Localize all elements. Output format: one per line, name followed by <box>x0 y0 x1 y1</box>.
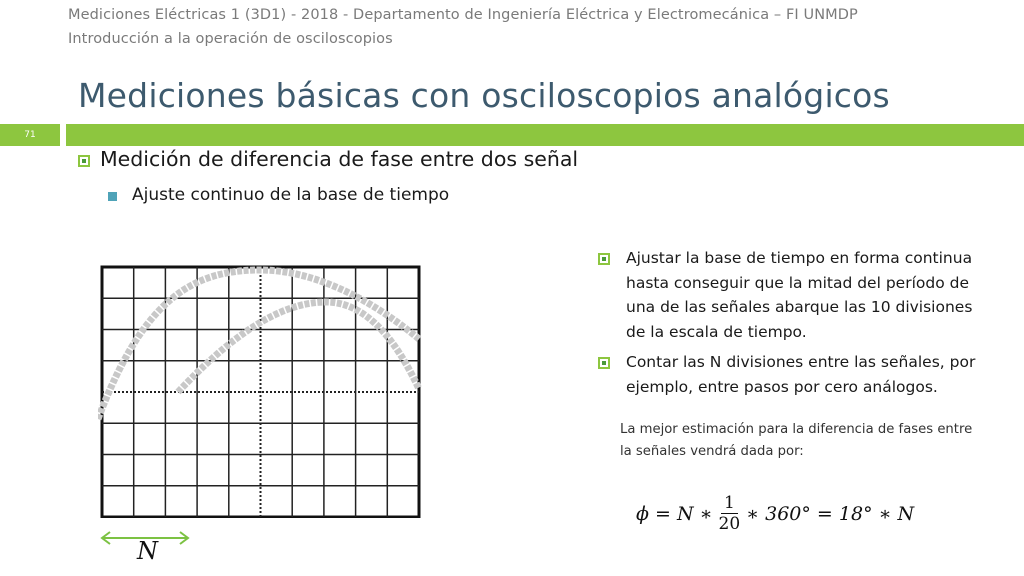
slide-number: 71 <box>0 124 60 146</box>
formula-numerator: 1 <box>721 493 738 514</box>
instruction-item-2: Contar las N divisiones entre las señales, por ejemplo, entre pasos por cero análogos. <box>626 353 976 396</box>
oscilloscope-screen <box>98 264 422 518</box>
bullet-marker-item2 <box>598 357 610 369</box>
bullet-level1: Medición de diferencia de fase entre dos señal <box>100 147 579 171</box>
phase-formula <box>636 493 914 534</box>
bullet-marker-level1 <box>78 155 90 167</box>
bullet-marker-level2 <box>108 192 117 201</box>
bullet-level2: Ajuste continuo de la base de tiempo <box>132 185 450 205</box>
note-line-2: la señales vendrá dada por: <box>620 444 804 459</box>
bullet-marker-item1 <box>598 253 610 265</box>
formula-fraction <box>716 493 744 534</box>
topic-header: Introducción a la operación de osciloscopios <box>68 31 393 47</box>
slide-title: Mediciones básicas con osciloscopios analógicos <box>78 76 890 115</box>
title-rule-bar <box>66 124 1024 146</box>
note-line-1: La mejor estimación para la diferencia de fases entre <box>620 422 973 437</box>
instruction-item-1: Ajustar la base de tiempo en forma continua hasta conseguir que la mitad del período de una de las señales abarque las 10 divisiones de la escala de tiempo. <box>626 249 973 341</box>
course-header: Mediciones Eléctricas 1 (3D1) - 2018 - Departamento de Ingeniería Eléctrica y Electromecánica – FI UNMDP <box>68 7 858 23</box>
n-divisions-label: N <box>137 537 158 565</box>
formula-rhs: ∗ 360° = 18° ∗ N <box>746 502 915 525</box>
formula-denominator: 20 <box>718 514 741 534</box>
formula-lhs: ϕ = N ∗ <box>636 502 713 525</box>
